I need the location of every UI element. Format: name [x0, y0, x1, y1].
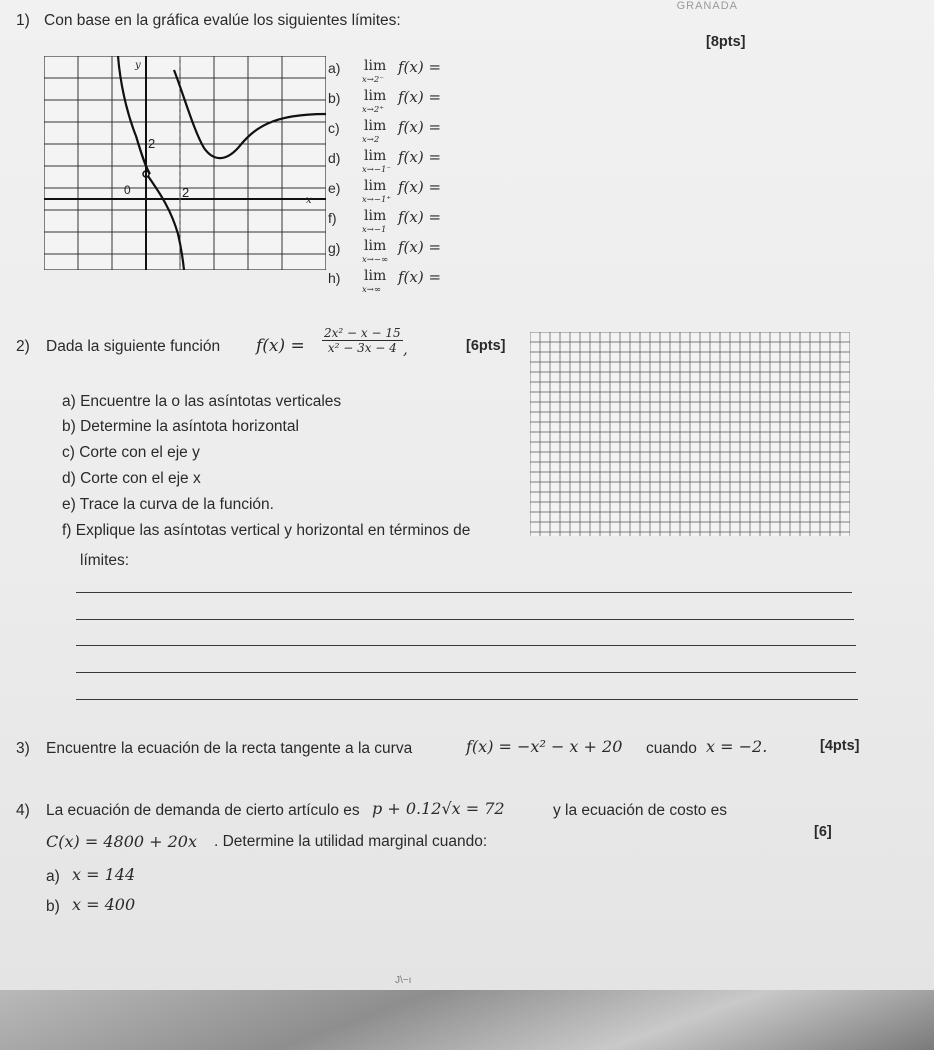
q2-numerator: 2x² − x − 15 — [324, 326, 401, 340]
answer-line-2 — [76, 619, 854, 620]
limit-letter: c) — [328, 120, 340, 136]
q1-limit-item — [328, 118, 488, 148]
limit-word: lim — [364, 88, 387, 104]
limit-letter: d) — [328, 150, 341, 166]
limit-approach: x→−1 — [362, 225, 387, 235]
limit-expression: f(x) = — [398, 148, 442, 166]
q1-limit-item — [328, 208, 488, 238]
q1-text: Con base en la gráfica evalúe los siguientes límites: — [44, 12, 401, 29]
q4-item-b-letter: b) — [46, 898, 60, 915]
q1-limit-item — [328, 148, 488, 178]
limit-expression: f(x) = — [398, 58, 442, 76]
answer-line-5 — [76, 699, 858, 700]
q3-curve: f(x) = −x² − x + 20 — [466, 737, 623, 756]
limit-approach: x→−1⁻ — [362, 165, 391, 175]
q2-number: 2) — [16, 338, 30, 355]
limit-approach: x→2 — [362, 135, 380, 145]
q2-fraction — [322, 326, 403, 355]
q2-item-a: a) Encuentre la o las asíntotas verticales — [62, 393, 342, 410]
desk-surface — [0, 990, 934, 1050]
limit-letter: h) — [328, 270, 341, 286]
q2-item-d: d) Corte con el eje x — [62, 470, 201, 487]
pencil-scribble: J\−ı — [395, 975, 412, 986]
limit-expression: f(x) = — [398, 118, 442, 136]
header-watermark: GRANADA — [676, 0, 738, 12]
answer-line-3 — [76, 645, 856, 646]
q3-when: cuando — [646, 740, 697, 757]
q2-item-f: f) Explique las asíntotas vertical y horizontal en términos de — [62, 522, 471, 539]
x-axis-label: x — [306, 195, 312, 206]
q2-item-e: e) Trace la curva de la función. — [62, 496, 274, 513]
limit-expression: f(x) = — [398, 268, 442, 286]
limit-letter: a) — [328, 60, 341, 76]
limit-expression: f(x) = — [398, 178, 442, 196]
q1-points: [8pts] — [706, 34, 746, 50]
q1-limit-item — [328, 238, 488, 268]
q3-points: [4pts] — [820, 738, 860, 754]
limit-expression: f(x) = — [398, 238, 442, 256]
q2-limits-label: límites: — [80, 552, 130, 569]
limit-letter: b) — [328, 90, 341, 106]
limit-approach: x→−1⁺ — [362, 195, 391, 205]
limit-word: lim — [364, 58, 387, 74]
q1-limit-item — [328, 58, 488, 88]
limit-letter: e) — [328, 180, 341, 196]
limit-word: lim — [364, 178, 387, 194]
q4-item-a-expr: x = 144 — [72, 865, 136, 884]
q4-number: 4) — [16, 802, 30, 819]
limit-word: lim — [364, 148, 387, 164]
q1-graph — [44, 56, 326, 270]
limit-letter: f) — [328, 210, 337, 226]
q1-limit-item — [328, 268, 488, 298]
limit-word: lim — [364, 208, 387, 224]
limit-letter: g) — [328, 240, 341, 256]
limit-expression: f(x) = — [398, 208, 442, 226]
q2-graph-grid — [530, 332, 850, 536]
q4-demand: p + 0.12√x = 72 — [372, 799, 505, 818]
limit-word: lim — [364, 238, 387, 254]
q2-text: Dada la siguiente función — [46, 338, 221, 355]
q4-points: [6] — [814, 824, 832, 840]
answer-line-1 — [76, 592, 852, 593]
tick-label-y-2: 2 — [148, 136, 156, 151]
q4-item-a-letter: a) — [46, 868, 60, 885]
limit-approach: x→−∞ — [362, 255, 389, 265]
q4-text2: y la ecuación de costo es — [553, 802, 728, 819]
q4-text1: La ecuación de demanda de cierto artículo es — [46, 802, 360, 819]
q4-text3: . Determine la utilidad marginal cuando: — [214, 833, 488, 850]
q3-number: 3) — [16, 740, 30, 757]
q2-denominator: x² − 3x − 4 — [327, 341, 397, 355]
q1-limit-item — [328, 88, 488, 118]
q1-number: 1) — [16, 12, 30, 29]
tick-label-x-2: 2 — [182, 185, 190, 200]
limit-word: lim — [364, 268, 387, 284]
q2-item-c: c) Corte con el eje y — [62, 444, 200, 461]
q2-comma: , — [403, 340, 408, 358]
q2-item-b: b) Determine la asíntota horizontal — [62, 418, 299, 435]
limit-approach: x→2⁻ — [362, 75, 384, 85]
limit-approach: x→2⁺ — [362, 105, 384, 115]
q1-limit-item — [328, 178, 488, 208]
q3-text: Encuentre la ecuación de la recta tangente a la curva — [46, 740, 413, 757]
tick-label-origin: 0 — [124, 183, 131, 197]
q4-item-b-expr: x = 400 — [72, 895, 136, 914]
limit-word: lim — [364, 118, 387, 134]
q4-cost: C(x) = 4800 + 20x — [46, 832, 198, 851]
q2-fx: f(x) = — [256, 336, 305, 356]
y-axis-label: y — [135, 60, 141, 71]
limit-expression: f(x) = — [398, 88, 442, 106]
limit-approach: x→∞ — [362, 285, 381, 295]
answer-line-4 — [76, 672, 856, 673]
q2-points: [6pts] — [466, 338, 506, 354]
q3-condition: x = −2. — [706, 737, 768, 756]
